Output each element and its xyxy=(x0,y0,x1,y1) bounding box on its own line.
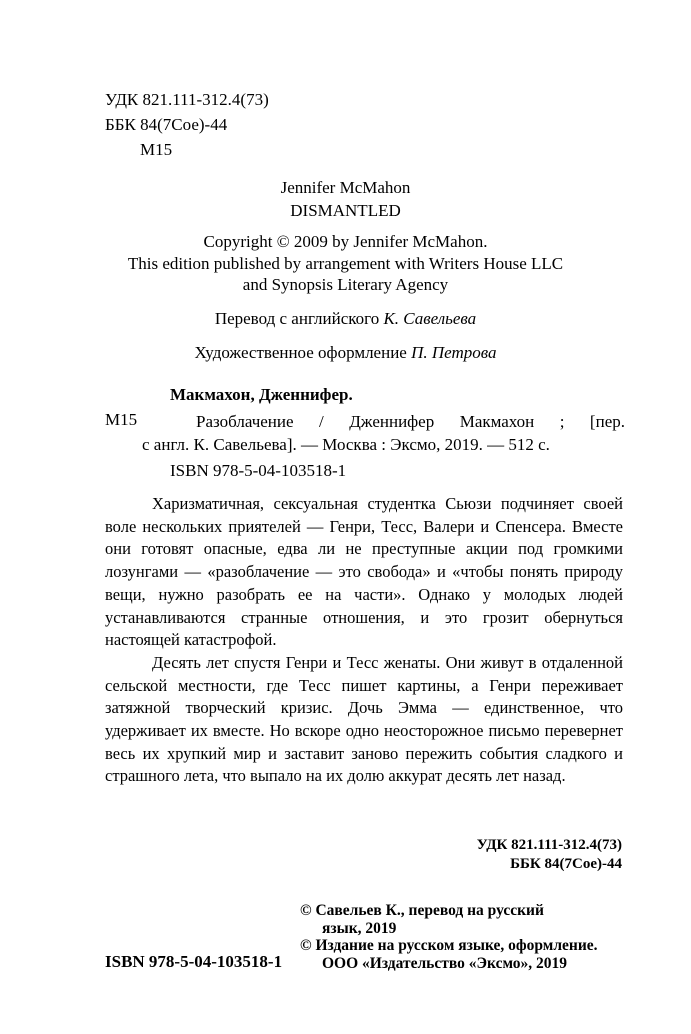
footer-copyright-block xyxy=(300,902,598,972)
catalog-author: Макмахон, Дженнифер. xyxy=(170,385,353,404)
footer-copyright-line-1: © Савельев К., перевод на русский xyxy=(300,902,544,919)
translator-credit xyxy=(0,309,691,329)
bibliographic-codes-bottom xyxy=(477,836,622,874)
bbk-code-bottom: ББК 84(7Сое)-44 xyxy=(510,856,622,872)
author-sign-code-catalog: М15 xyxy=(105,410,138,429)
annotation-block xyxy=(105,493,623,788)
translator-name: К. Савельева xyxy=(383,309,477,328)
copyright-line-3: and Synopsis Literary Agency xyxy=(242,275,449,294)
designer-name: П. Петрова xyxy=(411,343,497,362)
annotation-paragraph-1: Харизматичная, сексуальная студентка Сьюзи подчиняет своей воле нескольких приятелей — Генри, Тесс, Валери и Спенсера. Вместе они готовят опасные, едва ли не преступные акции под громкими лозунгами — «разоблачение — это свобода» и «чтобы понять природу вещи, нужно разобрать ее на части». Однако у молодых людей устанавливаются странные отношения, и это грозит обернуться настоящей катастрофой. xyxy=(105,494,623,650)
footer-copyright-line-4: ООО «Издательство «Эксмо», 2019 xyxy=(322,954,568,972)
english-copyright-block xyxy=(0,231,691,296)
isbn-catalog: ISBN 978-5-04-103518-1 xyxy=(170,461,347,480)
original-author: Jennifer McMahon xyxy=(280,178,411,197)
original-title: DISMANTLED xyxy=(290,201,401,220)
catalog-entry-line-1: Разоблачение / Дженнифер Макмахон ; [пер. xyxy=(196,412,625,431)
footer-copyright-line-2: язык, 2019 xyxy=(322,919,397,937)
copyright-line-2: This edition published by arrangement with Writers House LLC xyxy=(127,253,564,273)
udk-code-top: УДК 821.111-312.4(73) xyxy=(105,90,269,109)
translation-label: Перевод с английского xyxy=(214,309,380,328)
bbk-code-top: ББК 84(7Сое)-44 xyxy=(105,115,228,134)
annotation-paragraph-2: Десять лет спустя Генри и Тесс женаты. Они живут в отдаленной сельской местности, где Тесс пишет картины, а Генри переживает затяжной творческий кризис. Дочь Эмма — единственное, что удерживает их вместе. Но вскоре одно неосторожное письмо перевернет весь их хрупкий мир и заставит заново пережить события сладкого и страшного лета, что выпало на их долю аккурат десять лет назад. xyxy=(105,652,623,786)
design-label: Художественное оформление xyxy=(194,343,407,362)
copyright-line-1: Copyright © 2009 by Jennifer McMahon. xyxy=(203,232,488,251)
udk-code-bottom: УДК 821.111-312.4(73) xyxy=(476,837,622,853)
catalog-entry-line-2: с англ. К. Савельева]. — Москва : Эксмо, 2019. — 512 с. xyxy=(142,435,550,454)
designer-credit xyxy=(0,343,691,363)
bibliographic-codes-top xyxy=(105,87,269,162)
isbn-bottom: ISBN 978-5-04-103518-1 xyxy=(105,952,283,971)
catalog-entry xyxy=(142,410,625,456)
footer-copyright-line-3: © Издание на русском языке, оформление. xyxy=(300,937,598,955)
author-sign-code-top: М15 xyxy=(140,140,173,159)
original-edition-block xyxy=(0,176,691,222)
